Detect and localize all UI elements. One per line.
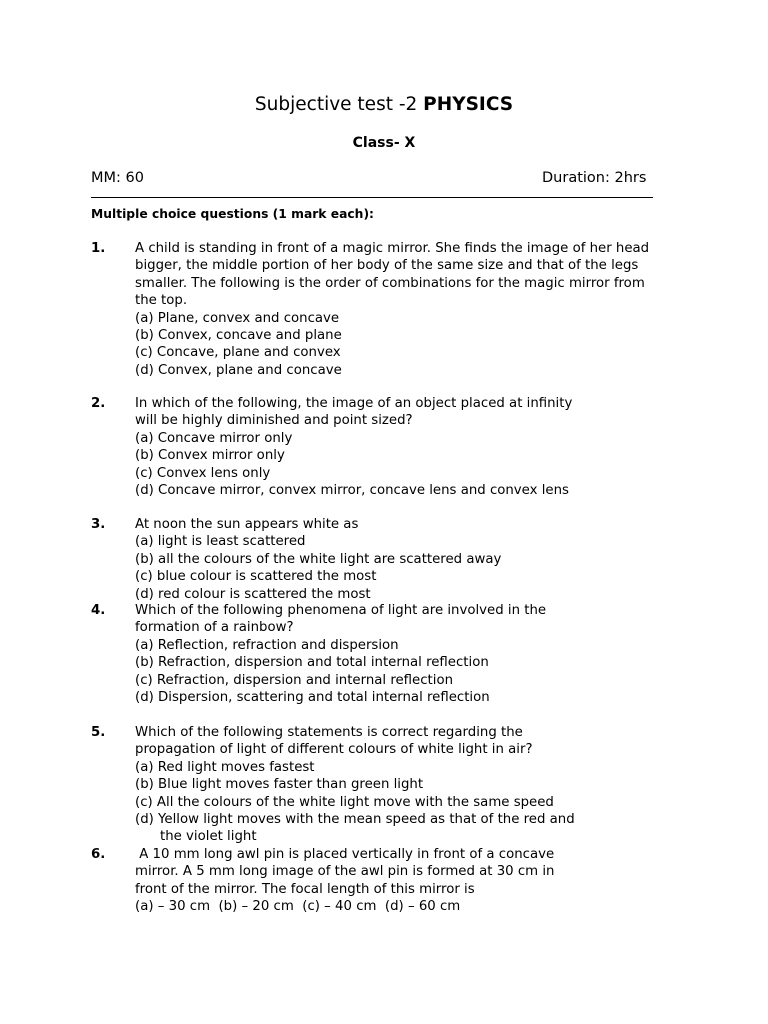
answer-option: (d) Concave mirror, convex mirror, concave lens and convex lens (135, 483, 569, 499)
question-text-line: In which of the following, the image of an object placed at infinity (135, 396, 573, 411)
question-text-line: will be highly diminished and point sized? (135, 413, 413, 429)
question-6 (91, 846, 691, 916)
answer-option: (a) Reflection, refraction and dispersion (135, 637, 399, 653)
question-number: 4. (91, 603, 106, 618)
page-title (0, 93, 768, 117)
answer-option: (b) Convex mirror only (135, 448, 285, 464)
question-number: 2. (91, 396, 106, 411)
question-number: 6. (91, 847, 106, 862)
question-text-line: A child is standing in front of a magic mirror. She finds the image of her head (135, 241, 650, 256)
answer-option: (b) all the colours of the white light are scattered away (135, 551, 502, 567)
answer-option: (d) Dispersion, scattering and total internal reflection (135, 690, 490, 706)
answer-option: (c) blue colour is scattered the most (135, 569, 377, 585)
question-text-line: propagation of light of different colours of white light in air? (135, 742, 533, 758)
question-1 (91, 240, 691, 379)
question-number: 5. (91, 725, 106, 740)
question-text-line: Which of the following statements is correct regarding the (135, 725, 523, 740)
question-text-line: A 10 mm long awl pin is placed vertically in front of a concave (135, 847, 555, 862)
question-text-line: bigger, the middle portion of her body of the same size and that of the legs (135, 258, 639, 274)
answer-option: (c) Concave, plane and convex (135, 345, 341, 361)
question-3 (91, 516, 691, 603)
question-number: 1. (91, 241, 106, 256)
answer-option: (b) Blue light moves faster than green light (135, 777, 424, 793)
answer-option-continuation: the violet light (160, 829, 257, 845)
max-marks: MM: 60 (91, 170, 144, 186)
answer-option: (c) Refraction, dispersion and internal reflection (135, 672, 454, 688)
question-2 (91, 395, 691, 499)
question-text-line: formation of a rainbow? (135, 620, 294, 636)
answer-option: (d) Convex, plane and concave (135, 362, 342, 378)
title-prefix: Subjective test -2 (254, 94, 424, 115)
answer-option: (d) red colour is scattered the most (135, 586, 371, 602)
question-text-line: At noon the sun appears white as (135, 517, 359, 532)
duration: Duration: 2hrs (542, 170, 647, 186)
answer-option: (d) Yellow light moves with the mean speed as that of the red and (135, 812, 575, 828)
title-subject: PHYSICS (423, 94, 514, 115)
header-divider (91, 197, 653, 198)
answer-option: (a) Red light moves fastest (135, 759, 315, 775)
answer-option: (b) Convex, concave and plane (135, 328, 342, 344)
class-label: Class- X (352, 135, 416, 151)
question-number: 3. (91, 517, 106, 532)
answer-option: (b) Refraction, dispersion and total internal reflection (135, 655, 489, 671)
answer-option: (a) light is least scattered (135, 534, 306, 550)
question-text-line: smaller. The following is the order of combinations for the magic mirror from (135, 275, 645, 291)
answer-option: (a) Concave mirror only (135, 430, 293, 446)
question-text-line: the top. (135, 293, 188, 309)
question-text-line: mirror. A 5 mm long image of the awl pin is formed at 30 cm in (135, 864, 555, 880)
section-heading: Multiple choice questions (1 mark each): (91, 207, 374, 221)
question-text-line: Which of the following phenomena of light are involved in the (135, 603, 547, 618)
question-5 (91, 724, 691, 846)
answer-option: (a) Plane, convex and concave (135, 310, 340, 326)
answer-option: (c) All the colours of the white light move with the same speed (135, 794, 554, 810)
question-4 (91, 602, 691, 706)
question-text-line: front of the mirror. The focal length of this mirror is (135, 881, 475, 897)
answer-options-inline: (a) – 30 cm (b) – 20 cm (c) – 40 cm (d) – 60 cm (135, 899, 461, 915)
answer-option: (c) Convex lens only (135, 465, 271, 481)
